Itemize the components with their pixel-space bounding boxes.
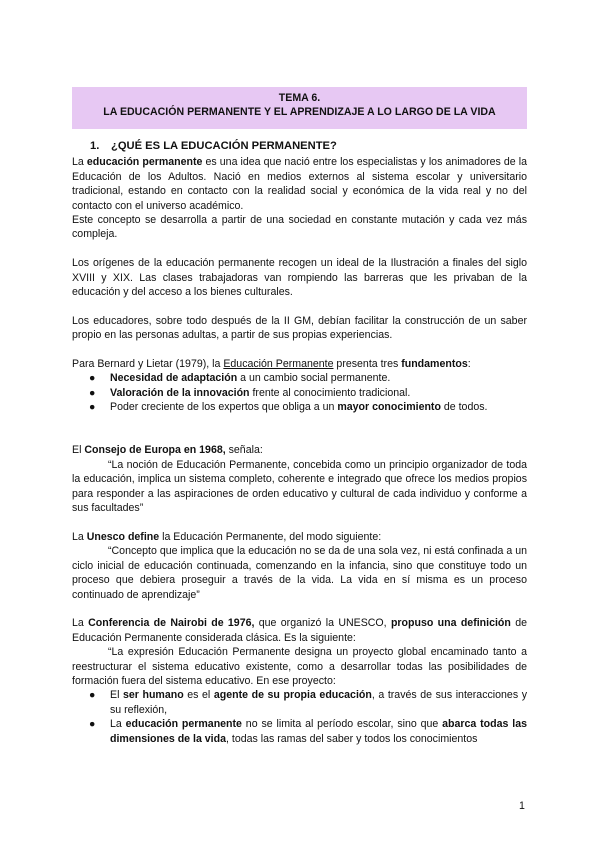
text-run: es el	[183, 689, 214, 702]
bold-run: agente de su propia educación	[213, 689, 372, 702]
bold-run: Unesco define	[86, 530, 160, 543]
fundamentos-list	[72, 371, 527, 414]
text-run: de Educación Permanente considerada clásica. Es la siguiente:	[72, 617, 527, 644]
paragraph-4: Los educadores, sobre todo después de la II GM, debían facilitar la construcción de un saber propio en las personas adultas, a partir de sus propias experiencias.	[72, 314, 527, 342]
text-run: :	[467, 358, 471, 371]
tema-label: TEMA 6.	[278, 92, 321, 104]
list-item	[72, 386, 527, 400]
page-title: LA EDUCACIÓN PERMANENTE Y EL APRENDIZAJE A LO LARGO DE LA VIDA	[103, 105, 496, 118]
text-run: Poder creciente de los expertos que obliga a un	[110, 401, 338, 414]
list-item	[72, 400, 527, 414]
bullet-icon: ●	[89, 372, 96, 385]
quote-consejo-europa: “La noción de Educación Permanente, concebida como un principio organizador de toda la educación, implica un sistema completo, coherente e integrado que ofrece los medios propios para responder a las aspiraciones de orden educativo y cultural de cada individuo y conforme a sus facultades”	[72, 458, 527, 515]
text-run: de todos.	[440, 401, 488, 414]
text-run: La	[110, 718, 126, 731]
nairobi-list	[72, 688, 527, 746]
paragraph-1	[72, 155, 527, 213]
text-run: Para Bernard y Lietar (1979), la	[72, 358, 224, 371]
bold-run: educación permanente	[86, 156, 203, 169]
content	[72, 139, 527, 746]
text-run: La	[72, 156, 87, 169]
text-run: El	[110, 689, 123, 702]
quote-nairobi: “La expresión Educación Permanente designa un proyecto global encaminado tanto a reestructurar el sistema educativo existente, como a desarrollar todas las posibilidades de formación fuera del sistema educativo. En ese proyecto:	[72, 646, 527, 687]
bold-run: Conferencia de Nairobi de 1976,	[88, 617, 255, 630]
paragraph-3: Los orígenes de la educación permanente recogen un ideal de la Ilustración a finales del siglo XVIII y XIX. Las clases trabajadoras van rompiendo las barreras que les privaban de la educación y del acceso a los bienes culturales.	[72, 257, 527, 299]
paragraph-5	[72, 357, 527, 371]
bold-run: fundamentos	[401, 358, 468, 371]
page-number: 1	[519, 800, 525, 812]
paragraph-8	[72, 616, 527, 645]
text-run: que organizó la UNESCO,	[254, 617, 391, 630]
text-run: presenta tres	[333, 358, 402, 371]
text-run: frente al conocimiento tradicional.	[249, 386, 411, 399]
section-heading	[72, 139, 527, 153]
quote-unesco: “Concepto que implica que la educación no se da de una sola vez, ni está confinada a un ciclo inicial de educación continuada, comenzando en la infancia, sino que constituye todo un proceso que debiera proseguir a través de la vida. La vida en sí misma es un proceso continuado de aprendizaje”	[72, 545, 527, 601]
bullet-icon: ●	[89, 386, 96, 399]
text-run: , a través de sus interacciones y su reflexión,	[110, 689, 527, 716]
text-run: es una idea que nació entre los especialistas y los animadores de la Educación de los Adultos. Nació en medios externos al sistema escolar y universitario tradicional, estando en contacto con la realidad social y económica de la vida real y no del contacto con el universo académico.	[72, 156, 528, 212]
bullet-icon: ●	[89, 718, 96, 731]
list-item	[72, 688, 527, 717]
text-run: a un cambio social permanente.	[237, 372, 391, 385]
section-number: 1.	[90, 140, 100, 152]
bullet-icon: ●	[89, 689, 96, 702]
bold-run: propuso una definición	[390, 617, 511, 630]
paragraph-6	[72, 443, 527, 457]
underlined-run: Educación Permanente	[223, 358, 334, 371]
bold-run: mayor conocimiento	[337, 401, 441, 414]
bold-run: ser humano	[123, 689, 184, 702]
list-item	[72, 371, 527, 385]
text-run: señala:	[225, 444, 263, 457]
paragraph-2: Este concepto se desarrolla a partir de una sociedad en constante mutación y cada vez más compleja.	[72, 214, 527, 241]
bold-run: Valoración de la innovación	[110, 386, 250, 399]
section-title: ¿QUÉ ES LA EDUCACIÓN PERMANENTE?	[111, 140, 337, 152]
text-run: no se limita al período escolar, sino que	[241, 718, 443, 731]
text-run: la Educación Permanente, del modo siguiente:	[159, 530, 382, 543]
bold-run: abarca todas las dimensiones de la vida	[110, 718, 527, 745]
bold-run: educación permanente	[125, 718, 242, 731]
title-box	[72, 87, 527, 129]
bullet-icon: ●	[89, 401, 96, 414]
text-run: La	[72, 617, 89, 630]
bold-run: Consejo de Europa en 1968,	[84, 444, 226, 457]
list-item	[72, 717, 527, 746]
paragraph-7	[72, 530, 527, 544]
text-run: , todas las ramas del saber y todos los conocimientos	[225, 732, 478, 745]
bold-run: Necesidad de adaptación	[110, 372, 238, 385]
text-run: La	[72, 530, 87, 543]
text-run: El	[72, 444, 85, 457]
